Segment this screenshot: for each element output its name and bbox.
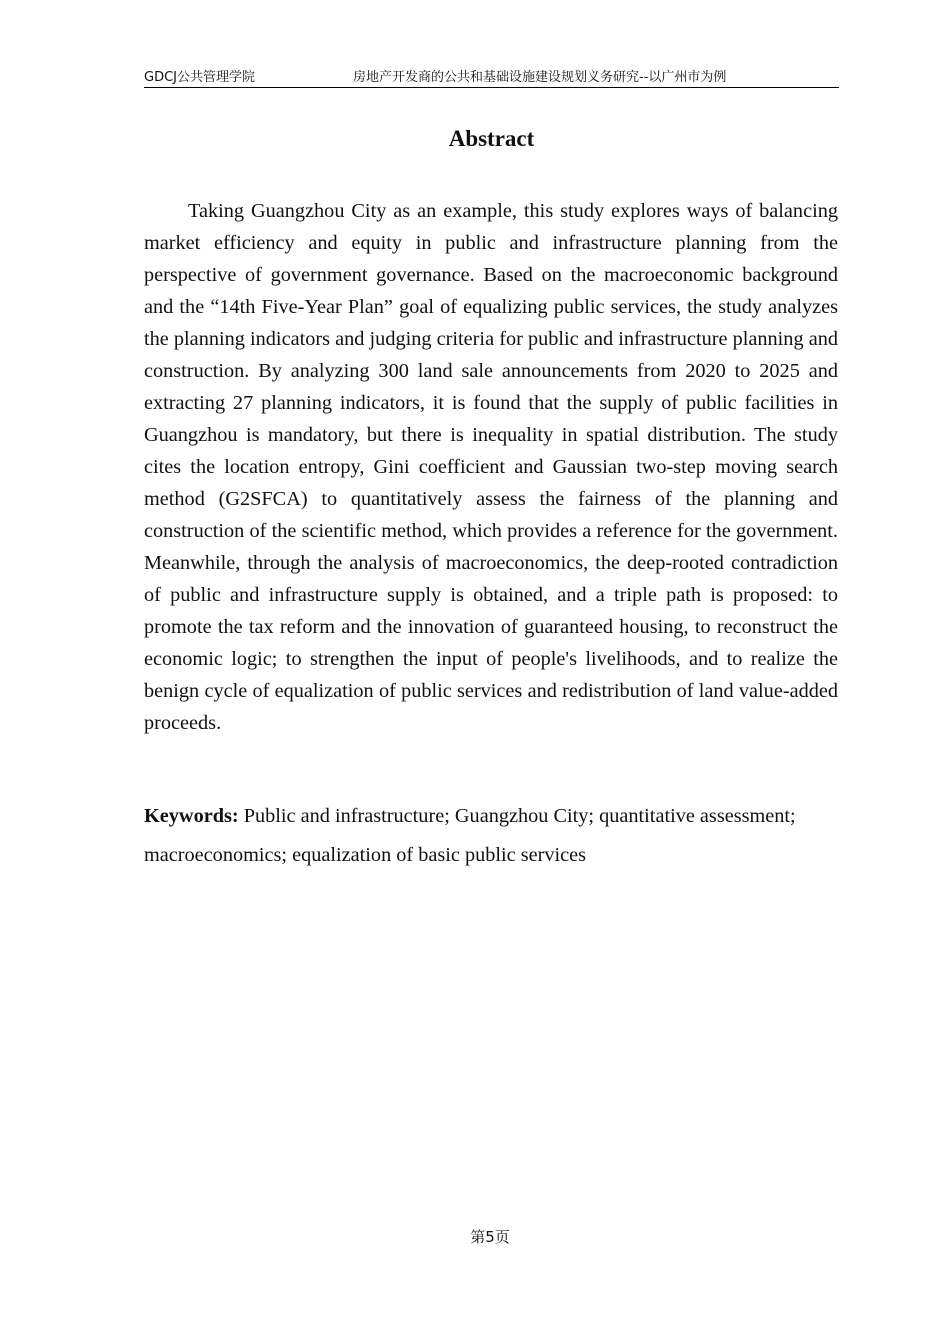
keywords-label: Keywords:	[144, 805, 239, 827]
page-header	[144, 68, 839, 88]
page-number: 第5页	[470, 1228, 510, 1246]
header-thesis-title: 房地产开发商的公共和基础设施建设规划义务研究--以广州市为例	[353, 70, 727, 85]
keywords-text: Public and infrastructure; Guangzhou City; quantitative assessment; macroeconomics; equalization of basic public services	[144, 805, 796, 866]
abstract-title: Abstract	[448, 126, 535, 151]
abstract-paragraph: Taking Guangzhou City as an example, this study explores ways of balancing market efficiency and equity in public and infrastructure planning from the perspective of government governance. Based on the macroeconomic background and the “14th Five-Year Plan” goal of equalizing public services, the study analyzes the planning indicators and judging criteria for public and infrastructure planning and construction. By analyzing 300 land sale announcements from 2020 to 2025 and extracting 27 planning indicators, it is found that the supply of public facilities in Guangzhou is mandatory, but there is inequality in spatial distribution. The study cites the location entropy, Gini coefficient and Gaussian two-step moving search method (G2SFCA) to quantitatively assess the fairness of the planning and construction of the scientific method, which provides a reference for the government. Meanwhile, through the analysis of macroeconomics, the deep-rooted contradiction of public and infrastructure supply is obtained, and a triple path is proposed: to promote the tax reform and the innovation of guaranteed housing, to reconstruct the economic logic; to strengthen the input of people's livelihoods, and to realize the benign cycle of equalization of public services and redistribution of land value-added proceeds.	[144, 200, 838, 734]
header-institution: GDCJ公共管理学院	[144, 70, 255, 85]
keywords-paragraph	[144, 797, 838, 874]
